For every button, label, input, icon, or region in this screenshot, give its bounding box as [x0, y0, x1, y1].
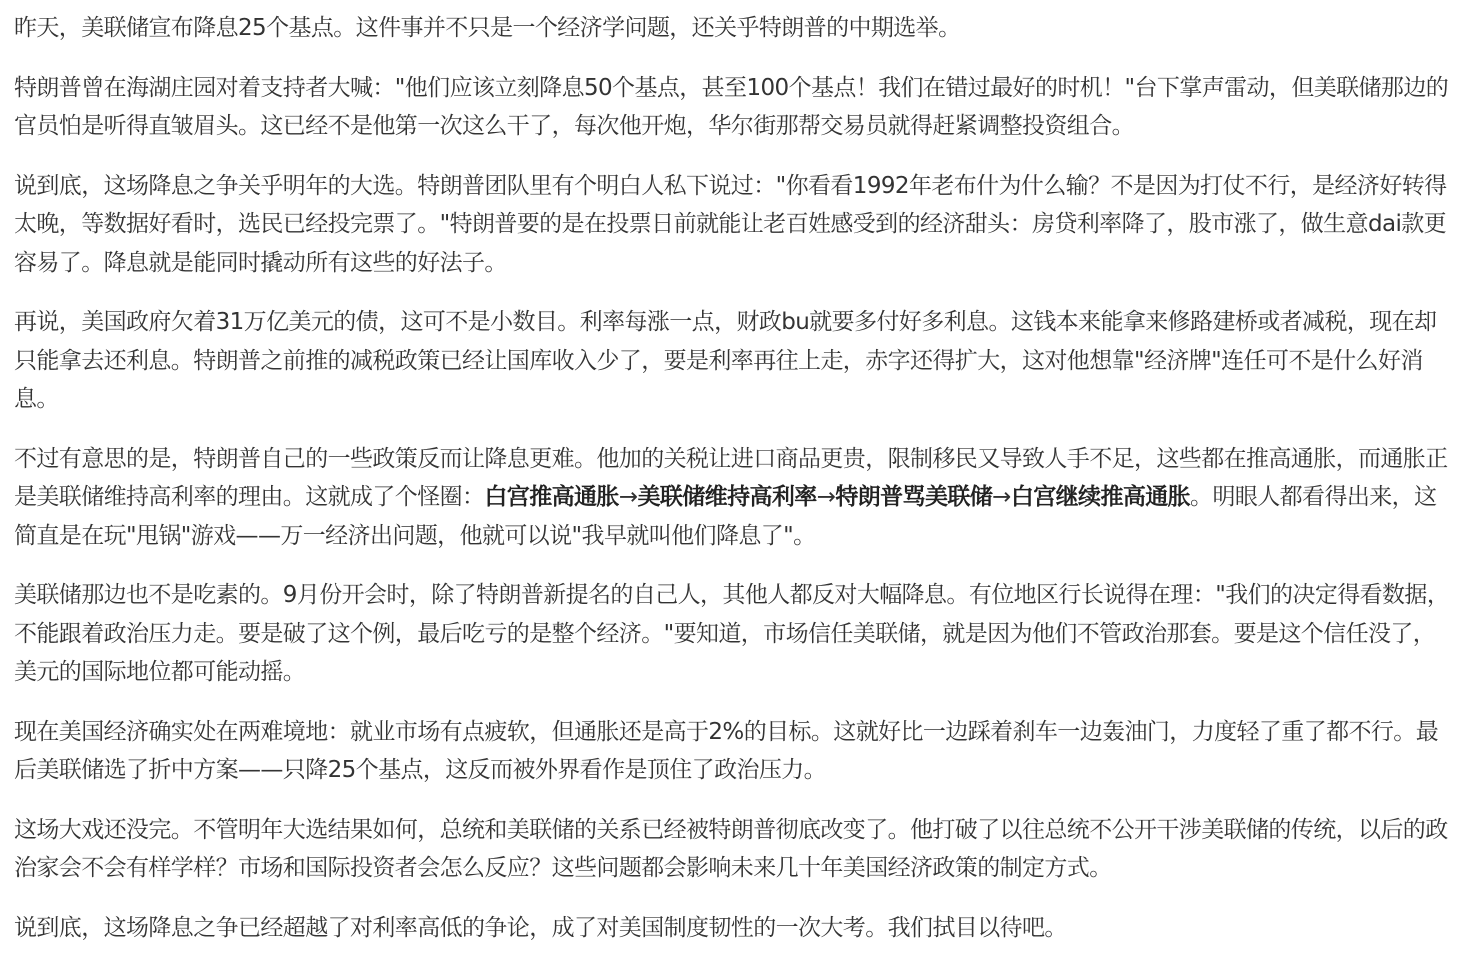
article-paragraph: [14, 811, 1456, 888]
bold-text-segment: 白宫推高通胀: [484, 484, 619, 510]
text-segment: 说到底，这场降息之争已经超越了对利率高低的争论，成了对美国制度韧性的一次大考。我们拭目以待吧。: [14, 914, 1067, 941]
text-segment: →: [992, 484, 1011, 510]
article-paragraph: [14, 440, 1456, 556]
text-segment: 这场大戏还没完。不管明年大选结果如何，总统和美联储的关系已经被特朗普彻底改变了。他打破了以往总统不公开干涉美联储的传统，以后的政治家会不会有样学样？市场和国际投资者会怎么反应？这些问题都会影响未来几十年美国经济政策的制定方式。: [14, 816, 1448, 881]
bold-text-segment: 白宫继续推高通胀: [1010, 484, 1191, 510]
text-segment: 不过有意思的是，特朗普自己的一些政策反而让降息更难。他加的关税让进口商品更贵，限制移民又导致人手不足，这些都在推高通胀，而通胀正是美联储维持高利率的理由。这就成了个怪圈：: [14, 445, 1448, 510]
text-segment: →: [816, 484, 836, 510]
article-paragraph: [14, 576, 1456, 692]
article-paragraph: [14, 9, 1456, 48]
text-segment: 。明眼人都看得出来，这简直是在玩"甩锅"游戏——万一经济出问题，他就可以说"我早就叫他们降息了"。: [14, 484, 1437, 549]
article-paragraph: [14, 303, 1456, 419]
text-segment: 美联储那边也不是吃素的。9月份开会时，除了特朗普新提名的自己人，其他人都反对大幅降息。有位地区行长说得在理："我们的决定得看数据，不能跟着政治压力走。要是破了这个例，最后吃亏的是整个经济。"要知道，市场信任美联储，就是因为他们不管政治那套。要是这个信任没了，美元的国际地位都可能动摇。: [14, 582, 1450, 685]
bold-text-segment: 美联储维持高利率: [637, 484, 817, 510]
text-segment: →: [618, 484, 638, 510]
article-paragraph: [14, 909, 1456, 948]
text-segment: 昨天，美联储宣布降息25个基点。这件事并不只是一个经济学问题，还关乎特朗普的中期选举。: [14, 15, 961, 41]
text-segment: 说到底，这场降息之争关乎明年的大选。特朗普团队里有个明白人私下说过："你看看1992年老布什为什么输？不是因为打仗不行，是经济好转得太晚，等数据好看时，选民已经投完票了。"特朗普要的是在投票日前就能让老百姓感受到的经济甜头：房贷利率降了，股市涨了，做生意dai款更容易了。降息就是能同时撬动所有这些的好法子。: [14, 172, 1447, 276]
text-segment: 特朗普曾在海湖庄园对着支持者大喊："他们应该立刻降息50个基点，甚至100个基点！我们在错过最好的时机！"台下掌声雷动，但美联储那边的官员怕是听得直皱眉头。这已经不是他第一次这么干了，每次他开炮，华尔街那帮交易员就得赶紧调整投资组合。: [14, 74, 1449, 139]
text-segment: 再说，美国政府欠着31万亿美元的债，这可不是小数目。利率每涨一点，财政bu就要多付好多利息。这钱本来能拿来修路建桥或者减税，现在却只能拿去还利息。特朗普之前推的减税政策已经让国库收入少了，要是利率再往上走，赤字还得扩大，这对他想靠"经济牌"连任可不是什么好消息。: [14, 309, 1437, 412]
text-segment: 现在美国经济确实处在两难境地：就业市场有点疲软，但通胀还是高于2%的目标。这就好比一边踩着刹车一边轰油门，力度轻了重了都不行。最后美联储选了折中方案——只降25个基点，这反而被外界看作是顶住了政治压力。: [14, 718, 1439, 783]
article-paragraph: [14, 713, 1456, 790]
article-paragraph: [14, 69, 1456, 146]
article-paragraph: [14, 167, 1456, 283]
bold-text-segment: 特朗普骂美联储: [835, 484, 993, 510]
